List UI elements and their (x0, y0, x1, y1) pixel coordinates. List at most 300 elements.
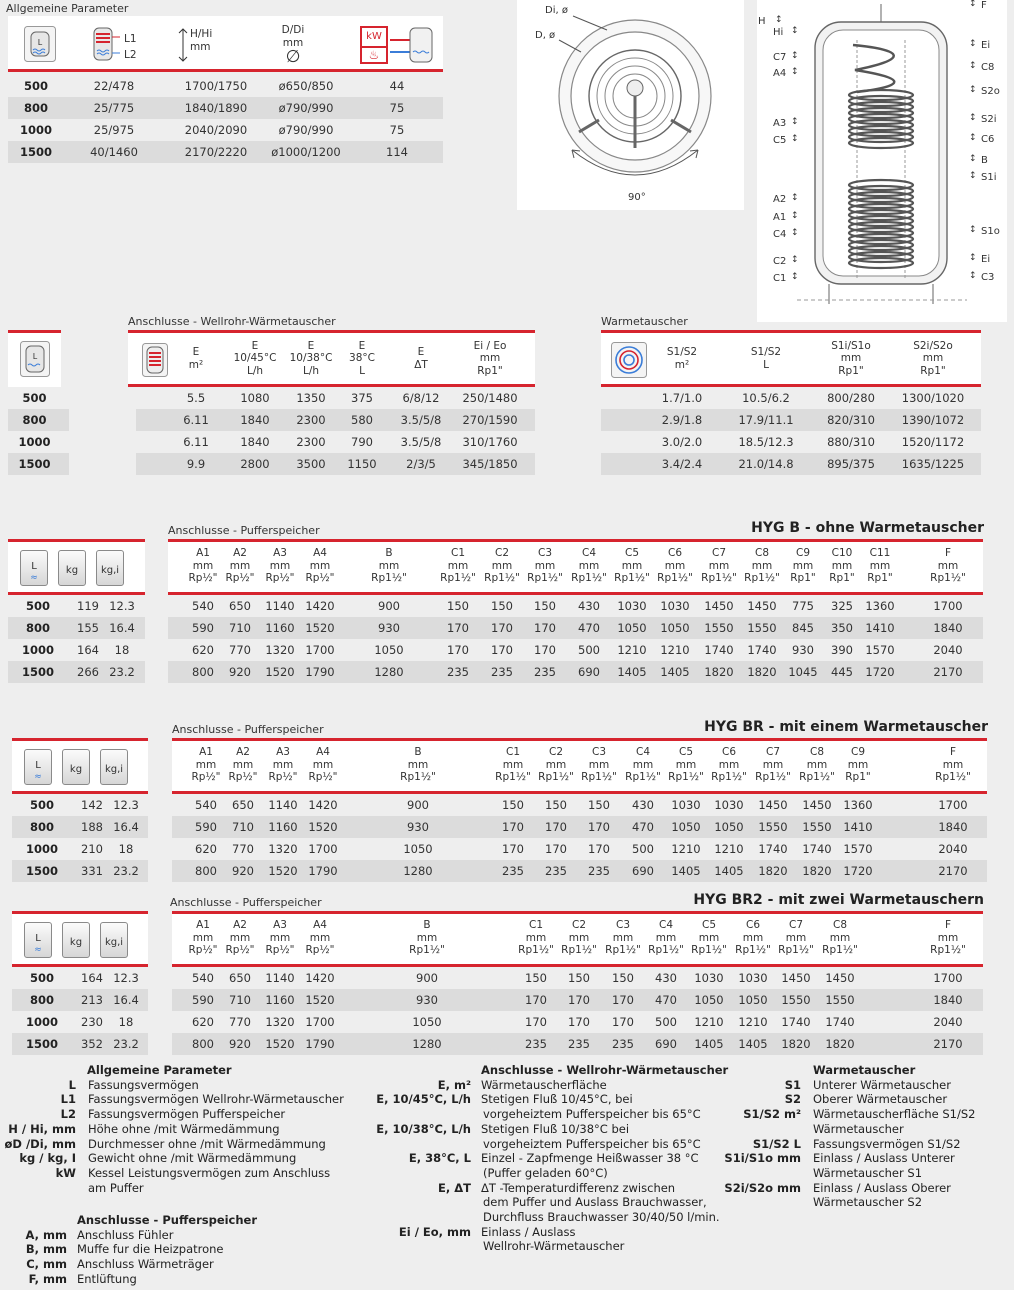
column-header: C7 mm Rp1½" (701, 547, 737, 584)
table-cell: 12.3 (113, 971, 139, 985)
column-header-row (168, 539, 983, 595)
table-cell: 9.9 (186, 457, 206, 471)
column-header: B mm Rp1½" (371, 547, 407, 584)
table-cell: 16.4 (113, 820, 139, 834)
table-cell: 3.5/5/8 (400, 435, 442, 449)
table-cell: 1520 (265, 1037, 295, 1051)
table-cell: 775 (792, 599, 814, 613)
table-cell: 1050 (660, 621, 690, 635)
table-cell: 1500 (25, 1037, 58, 1051)
table-cell: 1840/1890 (184, 101, 248, 115)
table-cell: 2/3/5 (406, 457, 436, 471)
height-arrow-icon (178, 28, 188, 62)
table-cell: 18.5/12.3 (738, 435, 794, 449)
l1-label: L1 (124, 33, 137, 45)
table-body (8, 595, 983, 683)
table-cell: 1700 (938, 798, 968, 812)
table-cell: 170 (588, 820, 610, 834)
arrow-icon: ↕ (791, 211, 799, 221)
table-row (8, 141, 443, 163)
table-cell: 21.0/14.8 (738, 457, 794, 471)
table-cell: 900 (416, 971, 438, 985)
column-header: C5 mm Rp1½" (668, 746, 704, 783)
table-cell: 170 (534, 643, 556, 657)
table-cell: 250/1480 (462, 391, 518, 405)
table-cell: 1000 (25, 842, 58, 856)
table-cell: 150 (525, 971, 547, 985)
column-header: C10 mm Rp1" (829, 547, 855, 584)
table-cell: ø650/850 (278, 79, 334, 93)
table-cell: 790 (351, 435, 373, 449)
table-cell: 1520/1172 (901, 435, 965, 449)
side-label-left: Hi (773, 27, 784, 38)
wellrohr-table (8, 387, 535, 475)
table-cell: 1140 (265, 599, 295, 613)
table-cell: 170 (545, 820, 567, 834)
arrow-icon: ↕ (969, 39, 977, 49)
column-header: C4 mm Rp1½" (648, 919, 684, 956)
table-cell: 770 (229, 643, 251, 657)
table-row (8, 97, 443, 119)
column-header: C11 mm Rp1" (867, 547, 893, 584)
table-cell: 1840 (938, 820, 968, 834)
table-cell: 1030 (714, 798, 744, 812)
table-cell: 170 (612, 993, 634, 1007)
table-cell: 540 (195, 798, 217, 812)
table-cell: 1030 (660, 599, 690, 613)
table-cell: 1700 (933, 971, 963, 985)
table-cell: 900 (378, 599, 400, 613)
legend-key: E, 38°C, L (408, 1151, 471, 1166)
table-cell: 1700 (933, 599, 963, 613)
table-cell: 23.2 (113, 864, 139, 878)
column-header: A1 mm Rp½" (188, 547, 218, 584)
table-cell: 1820 (825, 1037, 855, 1051)
table-cell: 1520 (268, 864, 298, 878)
table-cell: 1210 (694, 1015, 724, 1029)
table-cell: 1150 (347, 457, 377, 471)
table-cell: 620 (192, 1015, 214, 1029)
table-cell: 1450 (747, 599, 777, 613)
table-cell: 1405 (738, 1037, 768, 1051)
table-cell: 1405 (671, 864, 701, 878)
table-cell: 150 (612, 971, 634, 985)
column-header: A2 mm Rp½" (228, 746, 258, 783)
water-icon: ≈ (30, 573, 38, 583)
side-label-right: S1o (981, 226, 1000, 237)
legend-key: L1 (60, 1092, 76, 1107)
legend-value: Stetigen Fluß 10/45°C, bei (481, 1092, 633, 1107)
table-cell: 12.3 (113, 798, 139, 812)
legend-value: Anschluss Fühler (77, 1227, 174, 1242)
arrow-icon: ↕ (969, 113, 977, 123)
table-cell: 500 (632, 842, 654, 856)
side-label-left: C4 (773, 229, 787, 240)
table-cell: 6.11 (183, 413, 209, 427)
column-header: A3 mm Rp½" (265, 919, 295, 956)
side-label-right: S2o (981, 86, 1000, 97)
table-cell: 170 (568, 1015, 590, 1029)
legend-value: Durchfluss Brauchwasser 30/40/50 l/min. (483, 1210, 720, 1224)
legend-key: S1 (784, 1077, 801, 1092)
svg-text:L: L (32, 352, 38, 361)
icon-text: L (35, 933, 41, 944)
table-cell: 500 (23, 79, 48, 93)
table-cell: 2040 (933, 1015, 963, 1029)
column-header: A4 mm Rp½" (305, 919, 335, 956)
general-header (8, 16, 443, 72)
table-body (12, 794, 987, 882)
legend-key: øD /Di, mm (4, 1136, 76, 1151)
table-cell: 1050 (412, 1015, 442, 1029)
d-label: D, ø (535, 30, 556, 41)
wellrohr-header (128, 330, 535, 387)
table-cell: 1550 (825, 993, 855, 1007)
table-cell: 235 (491, 665, 513, 679)
table-cell: 1740 (747, 643, 777, 657)
arrow-icon: ↕ (969, 171, 977, 181)
tank-icon (24, 26, 56, 62)
table-cell: 1520 (308, 820, 338, 834)
legend-key: L2 (60, 1107, 76, 1122)
table-cell: 800 (29, 820, 54, 834)
side-label-right: C6 (981, 134, 995, 145)
column-header: C3 mm Rp1½" (581, 746, 617, 783)
table-cell: 1405 (694, 1037, 724, 1051)
table-cell: 3.5/5/8 (400, 413, 442, 427)
table-cell: 1050 (714, 820, 744, 834)
table-cell: 1500 (25, 864, 58, 878)
table-cell: 1550 (781, 993, 811, 1007)
table-cell: 170 (447, 643, 469, 657)
column-header: C1 mm Rp1½" (518, 919, 554, 956)
hyg-b-subtitle: Anschlusse - Pufferspeicher (168, 524, 320, 537)
kw-icon: kW ♨ (360, 26, 388, 64)
table-cell: 1720 (865, 665, 895, 679)
table-cell: 12.3 (109, 599, 135, 613)
wellrohr-left-icon-area (8, 333, 61, 387)
weight-insulated-icon (100, 922, 128, 958)
table-cell: 1550 (747, 621, 777, 635)
table-cell: 150 (545, 798, 567, 812)
table-cell: 710 (229, 621, 251, 635)
table-cell: 1790 (305, 1037, 335, 1051)
legend-value: Fassungsvermögen Wellrohr-Wärmetauscher (88, 1092, 344, 1107)
legend-value: dem Puffer und Auslass Brauchwasser, (483, 1195, 707, 1210)
arrow-icon: ↕ (791, 67, 799, 77)
column-header: E 10/38°C L/h (289, 339, 333, 377)
legend-key: S1/S2 m² (743, 1107, 801, 1122)
table-cell: 430 (578, 599, 600, 613)
table-cell: 235 (525, 1037, 547, 1051)
hyg-br2-subtitle: Anschlusse - Pufferspeicher (170, 896, 322, 909)
table-cell: 150 (447, 599, 469, 613)
column-header: A3 mm Rp½" (268, 746, 298, 783)
column-header: C1 mm Rp1½" (440, 547, 476, 584)
table-cell: 2040/2090 (184, 123, 248, 137)
arrow-icon: ↕ (791, 26, 799, 36)
column-header: A4 mm Rp½" (308, 746, 338, 783)
table-cell: 580 (351, 413, 373, 427)
side-label-left: C2 (773, 256, 787, 267)
table-cell: 430 (655, 971, 677, 985)
column-header: C1 mm Rp1½" (495, 746, 531, 783)
legend-key: E, ΔT (438, 1180, 471, 1195)
legend-key: S1/S2 L (752, 1136, 801, 1151)
table-cell: 390 (831, 643, 853, 657)
table-cell: 1450 (802, 798, 832, 812)
table-cell: 1790 (308, 864, 338, 878)
legend-value: Anschluss Wärmeträger (77, 1257, 214, 1272)
table-cell: 188 (81, 820, 103, 834)
table-cell: 1210 (714, 842, 744, 856)
arrow-icon: ↕ (791, 272, 799, 282)
table-cell: 18 (118, 842, 134, 856)
table-cell: 16.4 (113, 993, 139, 1007)
legend-value: Einlass / Auslass Oberer (813, 1180, 951, 1195)
legend-key: S2i/S2o mm (724, 1180, 801, 1195)
table-cell: 1050 (374, 643, 404, 657)
legend-heading: Anschlusse - Pufferspeicher (77, 1213, 258, 1227)
legend-heading: Anschlusse - Wellrohr-Wärmetauscher (481, 1063, 729, 1077)
arrow-icon: ↕ (969, 253, 977, 263)
icon-header (8, 539, 145, 595)
side-label-left: A3 (773, 118, 787, 129)
icon-text: kg,i (104, 937, 124, 948)
table-cell: 650 (229, 971, 251, 985)
table-cell: 920 (229, 665, 251, 679)
table-cell: ø1000/1200 (271, 145, 341, 159)
side-label-right: C8 (981, 62, 995, 73)
table-cell: 2.9/1.8 (661, 413, 703, 427)
weight-insulated-icon (96, 550, 124, 586)
table-cell: 18 (114, 643, 130, 657)
arrow-icon: ↕ (969, 0, 977, 9)
legend-value: vorgeheiztem Pufferspeicher bis 65°C (483, 1107, 701, 1122)
legend-value: Fassungsvermögen S1/S2 (813, 1136, 961, 1151)
side-label-right: S1i (981, 172, 997, 183)
table-cell: 445 (831, 665, 853, 679)
arrow-icon: ↕ (969, 61, 977, 71)
table-cell: 2300 (296, 435, 326, 449)
icon-text: L (31, 561, 37, 572)
table-cell: 119 (77, 599, 99, 613)
table-cell: 590 (195, 820, 217, 834)
table-cell: 22/478 (93, 79, 135, 93)
side-label-right: B (981, 155, 988, 166)
icon-text: L (35, 760, 41, 771)
table-cell: 800 (192, 665, 214, 679)
table-cell: 2040 (933, 643, 963, 657)
table-cell: 75 (389, 101, 405, 115)
table-cell: 845 (792, 621, 814, 635)
table-cell: 1420 (305, 971, 335, 985)
table-cell: 170 (568, 993, 590, 1007)
table-cell: 1570 (843, 842, 873, 856)
side-label-right: Ei (981, 254, 991, 265)
column-header-row (172, 738, 987, 794)
column-header: Ei / Eo mm Rp1" (473, 339, 507, 377)
table-cell: 1740 (802, 842, 832, 856)
side-label-right: F (981, 0, 987, 11)
table-cell: 1050 (694, 993, 724, 1007)
legend-key: H / Hi, mm (8, 1121, 76, 1136)
table-cell: 235 (502, 864, 524, 878)
table-cell: 170 (447, 621, 469, 635)
table-cell: 1140 (265, 971, 295, 985)
column-header: F mm Rp1½" (930, 547, 966, 584)
legend-key: E, 10/45°C, L/h (376, 1092, 471, 1107)
table-cell: 6.11 (183, 435, 209, 449)
table-cell: 164 (81, 971, 103, 985)
column-header: C3 mm Rp1½" (527, 547, 563, 584)
table-row (601, 409, 981, 431)
general-title: Allgemeine Parameter (6, 2, 129, 15)
table-cell: ø790/990 (278, 123, 334, 137)
weight-icon (62, 922, 90, 958)
table-cell: 1390/1072 (901, 413, 965, 427)
table-cell: 1550 (704, 621, 734, 635)
legend-key: F, mm (28, 1271, 67, 1286)
table-cell: 210 (81, 842, 103, 856)
table-cell: 150 (568, 971, 590, 985)
table-cell: 650 (232, 798, 254, 812)
legend-value: ΔT -Temperaturdifferenz zwischen (481, 1180, 676, 1195)
table-cell: 1300/1020 (901, 391, 965, 405)
table-cell: 1820 (704, 665, 734, 679)
table-cell: 930 (407, 820, 429, 834)
legend-value: Wärmetauscher S2 (813, 1195, 923, 1210)
column-header: C7 mm Rp1½" (778, 919, 814, 956)
column-header: S1/S2 L (750, 346, 782, 371)
column-header: C6 mm Rp1½" (657, 547, 693, 584)
table-cell: 352 (81, 1037, 103, 1051)
side-label-left: A1 (773, 212, 787, 223)
table-cell: 2170 (933, 665, 963, 679)
legend-key: E, 10/38°C, L/h (376, 1121, 471, 1136)
table-cell: 6/8/12 (402, 391, 440, 405)
table-cell: 1160 (265, 993, 295, 1007)
diameter-header: D/Di mm (281, 24, 305, 49)
legend-value: Einlass / Auslass Unterer (813, 1151, 955, 1166)
table-cell: 1030 (738, 971, 768, 985)
side-label-right: C3 (981, 272, 995, 283)
table-cell: 930 (416, 993, 438, 1007)
table-cell: 1050 (671, 820, 701, 834)
hyg-br-subtitle: Anschlusse - Pufferspeicher (172, 723, 324, 736)
legend-value: Unterer Wärmetauscher (813, 1077, 951, 1092)
side-label-left: H (758, 16, 766, 27)
table-cell: 235 (447, 665, 469, 679)
table-cell: 620 (192, 643, 214, 657)
height-header: H/Hi mm (190, 28, 213, 53)
weight-insulated-icon (100, 749, 128, 785)
table-cell: 690 (655, 1037, 677, 1051)
legend-value: am Puffer (88, 1180, 144, 1195)
table-cell: 800 (29, 993, 54, 1007)
table-cell: 770 (229, 1015, 251, 1029)
tank-icon (24, 749, 52, 785)
column-header: C4 mm Rp1½" (625, 746, 661, 783)
table-cell: 18 (118, 1015, 134, 1029)
hyg-b-title: HYG B - ohne Warmetauscher (751, 520, 984, 536)
table-cell: 1210 (617, 643, 647, 657)
angle-label: 90° (628, 192, 646, 203)
table-cell: 1840 (933, 993, 963, 1007)
column-header: S1i/S1o mm Rp1" (831, 339, 871, 377)
icon-text: kg,i (100, 565, 120, 576)
table-row (601, 431, 981, 453)
table-cell: 1410 (843, 820, 873, 834)
table-cell: 1420 (305, 599, 335, 613)
table-cell: 930 (792, 643, 814, 657)
table-cell: 540 (192, 971, 214, 985)
table-cell: 25/975 (93, 123, 135, 137)
column-header: B mm Rp1½" (400, 746, 436, 783)
table-cell: 230 (81, 1015, 103, 1029)
coil-tank-icon (88, 24, 122, 64)
table-cell: 170 (525, 1015, 547, 1029)
column-header: E m² (188, 346, 204, 371)
table-cell: 150 (502, 798, 524, 812)
table-cell: 2170 (933, 1037, 963, 1051)
table-cell: 1700 (305, 1015, 335, 1029)
table-cell: 1045 (788, 665, 818, 679)
table-cell: 1280 (403, 864, 433, 878)
table-cell: 1320 (268, 842, 298, 856)
column-header-row (172, 911, 983, 967)
legend-value: Kessel Leistungsvermögen zum Anschluss (88, 1165, 331, 1180)
table-cell: 470 (632, 820, 654, 834)
table-cell: 1550 (758, 820, 788, 834)
table-row (8, 119, 443, 141)
legend-key: Ei / Eo, mm (398, 1224, 471, 1239)
legend-value: Wärmetauscherfläche S1/S2 (813, 1107, 976, 1122)
table-cell: 500 (25, 599, 50, 613)
table-cell: 650 (229, 599, 251, 613)
arrow-icon: ↕ (791, 134, 799, 144)
table-cell: 75 (389, 123, 405, 137)
table-cell: 800 (25, 621, 50, 635)
table-cell: 430 (632, 798, 654, 812)
table-cell: 1550 (802, 820, 832, 834)
table-cell: 325 (831, 599, 853, 613)
column-header: A4 mm Rp½" (305, 547, 335, 584)
legend-key: kW (55, 1165, 76, 1180)
icon-text: kg (65, 565, 79, 576)
column-header: C5 mm Rp1½" (614, 547, 650, 584)
column-header: C9 mm Rp1" (845, 746, 871, 783)
table-cell: 170 (502, 820, 524, 834)
table-cell: 150 (491, 599, 513, 613)
table-cell: 1740 (781, 1015, 811, 1029)
table-row (601, 387, 981, 409)
table-cell: 10.5/6.2 (742, 391, 790, 405)
table-cell: 1720 (843, 864, 873, 878)
column-header: C2 mm Rp1½" (484, 547, 520, 584)
warmetauscher-table (601, 387, 981, 475)
table-cell: 3.4/2.4 (661, 457, 703, 471)
table-cell: 1210 (671, 842, 701, 856)
table-cell: 1570 (865, 643, 895, 657)
table-cell: 800 (8, 409, 61, 431)
side-label-left: C1 (773, 273, 787, 284)
table-cell: 23.2 (113, 1037, 139, 1051)
table-cell: 1500 (21, 665, 54, 679)
arrow-icon: ↕ (791, 51, 799, 61)
table-cell: 1360 (843, 798, 873, 812)
table-cell: 2170/2220 (184, 145, 248, 159)
